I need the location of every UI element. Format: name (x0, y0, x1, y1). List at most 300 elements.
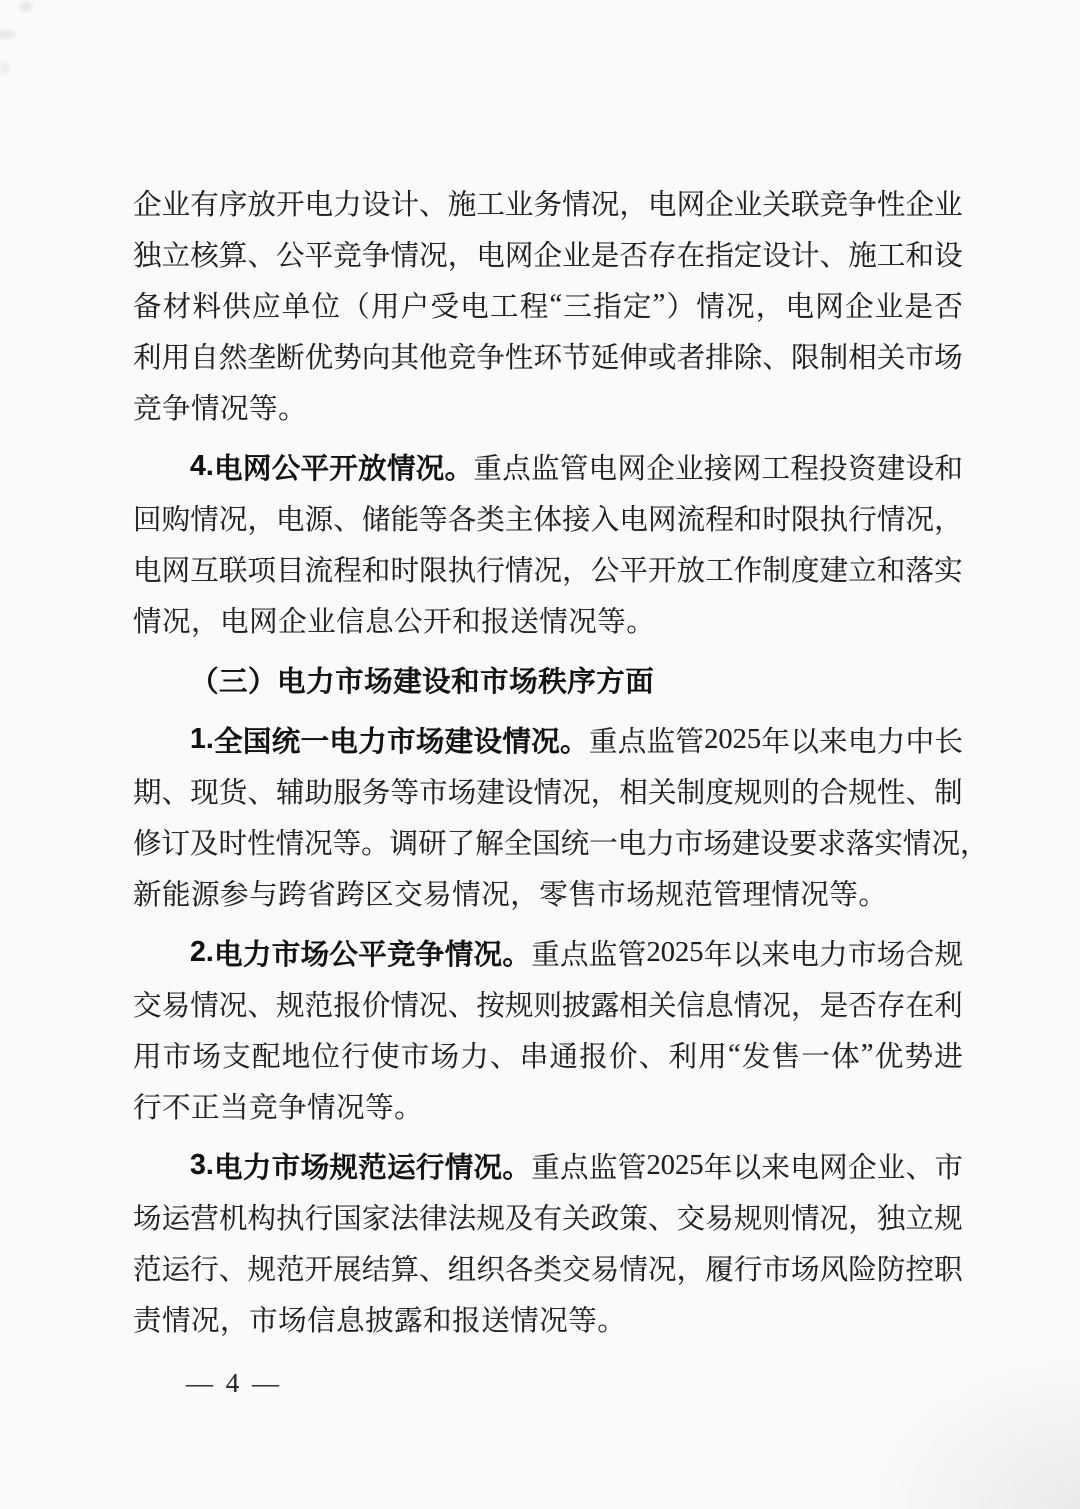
body-text: 一 (589, 829, 618, 860)
body-text: 场 (791, 1255, 820, 1286)
body-text: 交 (676, 1204, 706, 1235)
body-text: 投 (819, 454, 848, 485)
body-text: 关 (762, 190, 791, 221)
body-text: 企 (533, 241, 563, 272)
body-text: 独 (876, 1204, 906, 1235)
body-text: 重 (473, 454, 502, 485)
body-text: ” (652, 288, 666, 320)
heading-text: 三 (219, 666, 249, 698)
body-text: 网 (676, 190, 706, 221)
body-text: 监 (646, 727, 676, 758)
body-text: 业 (504, 190, 534, 221)
text-line (133, 492, 963, 543)
body-text: 况 (419, 991, 448, 1022)
body-text: 监 (588, 940, 618, 971)
body-text: 企 (705, 190, 734, 221)
body-text: 易 (161, 991, 191, 1022)
heading-text: 行 (415, 1152, 445, 1184)
body-text: 否 (619, 241, 648, 272)
body-text: ， (676, 1255, 706, 1286)
body-text: 国 (333, 1204, 362, 1235)
body-text: 况 (762, 991, 791, 1022)
body-text: 2025 (646, 936, 704, 968)
body-text: 露 (590, 991, 620, 1022)
body-text: 争 (848, 190, 877, 221)
heading-text: 设 (473, 726, 503, 758)
heading-text: 市 (271, 939, 301, 971)
body-text: 竞 (133, 394, 163, 425)
body-text: 度 (705, 778, 734, 809)
body-text: 、 (333, 505, 362, 536)
heading-text: 建 (444, 726, 474, 758)
body-text: 企 (646, 454, 675, 485)
body-text: 源 (304, 505, 334, 536)
body-text: 规 (655, 880, 685, 911)
body-text: 则 (533, 991, 563, 1022)
body-text: 电 (785, 292, 815, 323)
body-text: 当 (220, 1093, 250, 1124)
body-text: 能 (390, 505, 419, 536)
body-text: 用 (133, 1042, 162, 1073)
body-text: 织 (476, 1255, 505, 1286)
heading-text: 市 (335, 666, 365, 698)
heading-text: 市 (480, 666, 510, 698)
body-text: 竞 (819, 190, 849, 221)
body-text: 利 (934, 991, 963, 1022)
body-text: 情 (452, 880, 482, 911)
body-text: 互 (190, 556, 219, 587)
body-text: 争 (361, 241, 391, 272)
body-text: 工 (761, 454, 791, 485)
body-text: 报 (452, 1306, 482, 1337)
heading-text: 情 (386, 453, 416, 485)
body-text: 企 (847, 1153, 877, 1184)
body-text: 家 (361, 1204, 391, 1235)
body-text: 落 (845, 829, 875, 860)
heading-text: 。 (444, 453, 474, 485)
body-text: 制 (762, 556, 791, 587)
body-text: 关 (562, 1204, 591, 1235)
body-text: 情 (539, 607, 569, 638)
heading-text: 方 (596, 666, 626, 698)
body-text: 点 (560, 1153, 589, 1184)
heading-text: 规 (329, 1152, 358, 1184)
heading-text: 市 (271, 1152, 301, 1184)
body-text: 调 (389, 829, 419, 860)
body-text: 信 (336, 607, 366, 638)
body-text: 责 (133, 1306, 163, 1337)
body-text: 建 (876, 454, 906, 485)
body-text: 串 (519, 1042, 549, 1073)
text-line (133, 927, 963, 978)
body-text: 、 (247, 991, 276, 1022)
body-text: 争 (278, 1093, 308, 1124)
body-text: 市 (419, 778, 448, 809)
body-text: 排 (705, 343, 734, 374)
body-text: 况 (191, 1306, 221, 1337)
body-text: ， (191, 607, 221, 638)
body-text: 、 (218, 1255, 248, 1286)
body-text: 况 (336, 1093, 366, 1124)
heading-text: 。 (502, 939, 531, 971)
body-text: 开 (423, 607, 453, 638)
body-text: 地 (281, 1042, 311, 1073)
heading-text: 范 (358, 1152, 387, 1184)
body-text: 竞 (447, 343, 477, 374)
body-text: 。 (278, 394, 308, 425)
body-text: 情 (190, 505, 219, 536)
body-text: 场 (278, 1306, 308, 1337)
body-text: 环 (533, 343, 563, 374)
body-text: 电 (220, 607, 250, 638)
body-text: 供 (222, 292, 251, 323)
body-text: 报 (579, 1042, 608, 1073)
body-text: 管 (713, 880, 743, 911)
body-text: 情 (902, 829, 932, 860)
body-text: 核 (190, 241, 219, 272)
body-text: 工 (476, 190, 505, 221)
body-text: 业 (675, 454, 704, 485)
body-text: 三 (563, 292, 592, 323)
body-text: 信 (676, 991, 706, 1022)
heading-text: 市 (387, 726, 416, 758)
body-text: 流 (304, 556, 334, 587)
body-text: 时 (390, 556, 419, 587)
body-text: 设 (934, 241, 963, 272)
body-text: 信 (307, 1306, 337, 1337)
body-text: 情 (510, 1306, 540, 1337)
body-text: 中 (905, 727, 935, 758)
body-text: ， (590, 778, 620, 809)
heading-text: 运 (387, 1152, 416, 1184)
body-text: 全 (503, 829, 533, 860)
body-text: 送 (481, 1306, 511, 1337)
heading-text: 场 (509, 666, 539, 698)
text-line (133, 543, 963, 594)
heading-text: 况 (473, 939, 503, 971)
body-text: 公 (394, 607, 424, 638)
body-text: 向 (361, 343, 391, 374)
body-text: 解 (475, 829, 504, 860)
body-text: 建 (731, 829, 761, 860)
body-text: ， (220, 1306, 250, 1337)
body-text: 定 (622, 292, 652, 323)
body-text: 运 (161, 1204, 191, 1235)
numbered-item-4 (133, 441, 963, 645)
body-text: 性 (876, 778, 906, 809)
body-text: 是 (590, 241, 620, 272)
body-text: 市 (905, 343, 934, 374)
body-text: 场 (876, 940, 906, 971)
body-text: 然 (218, 343, 248, 374)
text-line (133, 1242, 963, 1293)
body-text: 等 (568, 1306, 598, 1337)
body-text: 监 (531, 454, 560, 485)
body-text: 体 (533, 505, 563, 536)
text-line (133, 765, 963, 816)
text-line (133, 594, 963, 645)
body-text: 垄 (247, 343, 276, 374)
body-text: 竞 (249, 1093, 279, 1124)
body-text: 储 (361, 505, 391, 536)
body-text: 、 (419, 1255, 448, 1286)
body-text: 电 (617, 829, 647, 860)
body-text: 性 (504, 343, 534, 374)
body-text: 况 (905, 505, 934, 536)
heading-text: 。 (560, 726, 589, 758)
text-line (133, 714, 963, 765)
body-text: 行 (341, 1042, 370, 1073)
heading-text: 平 (358, 939, 387, 971)
body-text: 况 (562, 778, 591, 809)
body-text: 放 (676, 556, 706, 587)
body-text: 市 (162, 1042, 192, 1073)
body-text: ， (562, 556, 591, 587)
text-line (133, 1191, 963, 1242)
body-text: 跨 (278, 880, 308, 911)
body-text: 报 (333, 991, 362, 1022)
body-text: 用 (161, 343, 191, 374)
body-text: 延 (590, 343, 620, 374)
heading-text: 公 (329, 939, 358, 971)
body-text: 业 (733, 190, 763, 221)
body-text: 披 (562, 991, 591, 1022)
body-text: 市 (597, 880, 627, 911)
body-text: 立 (848, 556, 877, 587)
body-text: 优 (874, 1042, 904, 1073)
heading-text: 秩 (538, 666, 568, 698)
body-text: 况 (647, 1255, 677, 1286)
body-text: 辅 (276, 778, 305, 809)
body-text: 行 (733, 1255, 763, 1286)
body-text: 断 (276, 343, 305, 374)
body-text: 报 (481, 607, 511, 638)
body-text: 应 (252, 292, 281, 323)
body-text: 回 (133, 505, 162, 536)
body-text: 助 (304, 778, 334, 809)
body-text: 支 (222, 1042, 251, 1073)
body-text: 和 (876, 556, 906, 587)
body-text: 况 (304, 829, 333, 860)
body-text: 和 (423, 1306, 453, 1337)
body-text: 场 (430, 1042, 460, 1073)
body-text: 接 (703, 454, 733, 485)
body-text: 场 (626, 880, 656, 911)
body-text: 他 (419, 343, 448, 374)
body-text: ” (860, 1038, 874, 1070)
body-text: 业 (934, 190, 963, 221)
body-text: 易 (705, 1204, 734, 1235)
body-text: 情 (191, 394, 221, 425)
body-text: 况 (931, 829, 960, 860)
body-text: 。 (361, 829, 390, 860)
body-text: 售 (771, 1042, 801, 1073)
body-text: 网 (161, 556, 191, 587)
body-text: 算 (218, 241, 248, 272)
body-text: 按 (476, 991, 505, 1022)
text-line (133, 978, 963, 1029)
body-text: 易 (423, 880, 453, 911)
body-text: 工 (490, 292, 519, 323)
body-text: 2025 (704, 723, 762, 755)
body-text: 情 (190, 991, 219, 1022)
body-text: “ (549, 288, 563, 320)
body-text: 不 (162, 1093, 192, 1124)
text-line (133, 867, 963, 918)
body-text: 和 (905, 241, 934, 272)
body-text: 监 (588, 1153, 618, 1184)
body-text: 是 (819, 991, 849, 1022)
heading-text: （ (190, 666, 220, 698)
body-text: 用 (698, 1042, 727, 1073)
body-text: 送 (510, 607, 540, 638)
body-text: 职 (934, 1255, 963, 1286)
body-text: 联 (791, 190, 820, 221)
body-text: 发 (741, 1042, 771, 1073)
body-text: 设 (762, 241, 791, 272)
body-text: 展 (333, 1255, 362, 1286)
body-text: 情 (791, 1204, 820, 1235)
body-text: 要 (788, 829, 818, 860)
body-text: 使 (371, 1042, 400, 1073)
body-text: 各 (447, 505, 477, 536)
body-text: 工 (876, 241, 906, 272)
body-text: “ (728, 1038, 741, 1070)
scan-shadow (860, 1349, 1080, 1509)
body-text: 势 (904, 1042, 934, 1073)
body-text: 电 (847, 727, 877, 758)
body-text: 现 (190, 778, 219, 809)
heading-text: 电 (214, 453, 243, 485)
body-text: 、 (247, 778, 276, 809)
heading-text: 3. (190, 1149, 214, 1181)
heading-text: 。 (502, 1152, 531, 1184)
body-text: 公 (590, 556, 620, 587)
body-text: 网 (732, 454, 762, 485)
body-text: 等 (419, 505, 448, 536)
body-text: 相 (848, 343, 877, 374)
body-text: 况 (539, 1306, 569, 1337)
body-text: 市 (400, 1042, 430, 1073)
body-text: 则 (762, 1204, 791, 1235)
body-text: 作 (733, 556, 763, 587)
body-text: 、 (647, 1204, 677, 1235)
body-text: 省 (307, 880, 337, 911)
body-text: 执 (819, 505, 849, 536)
heading-text: 争 (415, 939, 445, 971)
body-text: 范 (276, 1255, 305, 1286)
scan-artifact (0, 62, 10, 74)
heading-text: 电 (214, 939, 243, 971)
text-line (133, 330, 963, 381)
body-text: 交 (562, 1255, 591, 1286)
body-text: 法 (447, 1204, 477, 1235)
body-text: 。 (394, 1093, 424, 1124)
body-text: 、 (247, 241, 276, 272)
heading-text: 电 (277, 666, 307, 698)
body-text: 放 (247, 190, 276, 221)
body-text: 等 (332, 829, 362, 860)
text-line (133, 1293, 963, 1344)
body-text: 购 (161, 505, 191, 536)
body-text: 力 (819, 940, 848, 971)
heading-text: 力 (242, 939, 272, 971)
body-text: 情 (275, 829, 305, 860)
body-text: 重 (588, 727, 618, 758)
body-text: 情 (390, 241, 419, 272)
body-text: 市 (674, 829, 704, 860)
heading-text: ） (248, 666, 278, 698)
body-text: 况 (590, 190, 620, 221)
text-line (133, 441, 963, 492)
body-text: 服 (333, 778, 362, 809)
body-text: 力 (333, 190, 362, 221)
heading-text: 平 (300, 453, 330, 485)
body-text: 和 (934, 454, 963, 485)
body-text: 规 (276, 991, 305, 1022)
body-text: 建 (476, 778, 505, 809)
body-text: 能 (162, 880, 192, 911)
body-text: 指 (593, 292, 622, 323)
body-text: 施 (848, 241, 877, 272)
body-text: 息 (336, 1306, 366, 1337)
body-text: 新 (133, 880, 163, 911)
body-text: 电 (476, 241, 505, 272)
body-text: 体 (831, 1042, 860, 1073)
heading-text: 情 (444, 1152, 474, 1184)
body-text: 。 (858, 880, 888, 911)
body-text: 则 (762, 778, 791, 809)
body-text: 电 (647, 190, 677, 221)
body-text: 网 (617, 454, 646, 485)
text-line (133, 279, 963, 330)
body-text: ， (934, 505, 963, 536)
body-text: 管 (559, 454, 589, 485)
body-text: 情 (562, 190, 591, 221)
body-text: 规 (247, 1255, 276, 1286)
body-text: 限 (791, 343, 820, 374)
heading-text: 情 (502, 726, 531, 758)
body-text: ， (619, 190, 648, 221)
body-text: 风 (819, 1255, 849, 1286)
body-text: 与 (249, 880, 279, 911)
body-text: 管 (675, 727, 704, 758)
body-text: 势 (333, 343, 362, 374)
heading-text: 1. (190, 723, 214, 755)
heading-text: 力 (242, 1152, 272, 1184)
body-text: 规 (934, 1204, 963, 1235)
body-text: 法 (390, 1204, 419, 1235)
body-text: 和 (361, 556, 391, 587)
body-text: 等 (390, 778, 419, 809)
body-text: 策 (619, 1204, 648, 1235)
body-text: 跨 (336, 880, 366, 911)
body-text: 情 (504, 556, 534, 587)
body-text: 设 (760, 829, 789, 860)
body-text: 时 (762, 505, 791, 536)
body-text: 的 (791, 778, 820, 809)
body-text: 市 (847, 940, 877, 971)
body-text: 配 (252, 1042, 281, 1073)
body-text: ， (755, 292, 785, 323)
body-text: 网 (504, 241, 534, 272)
body-text: 况 (819, 1204, 849, 1235)
body-text: 关 (876, 343, 906, 374)
body-text: 争 (476, 343, 505, 374)
body-text: 况 (481, 880, 511, 911)
body-text: 计 (791, 241, 820, 272)
body-text: ， (791, 991, 820, 1022)
